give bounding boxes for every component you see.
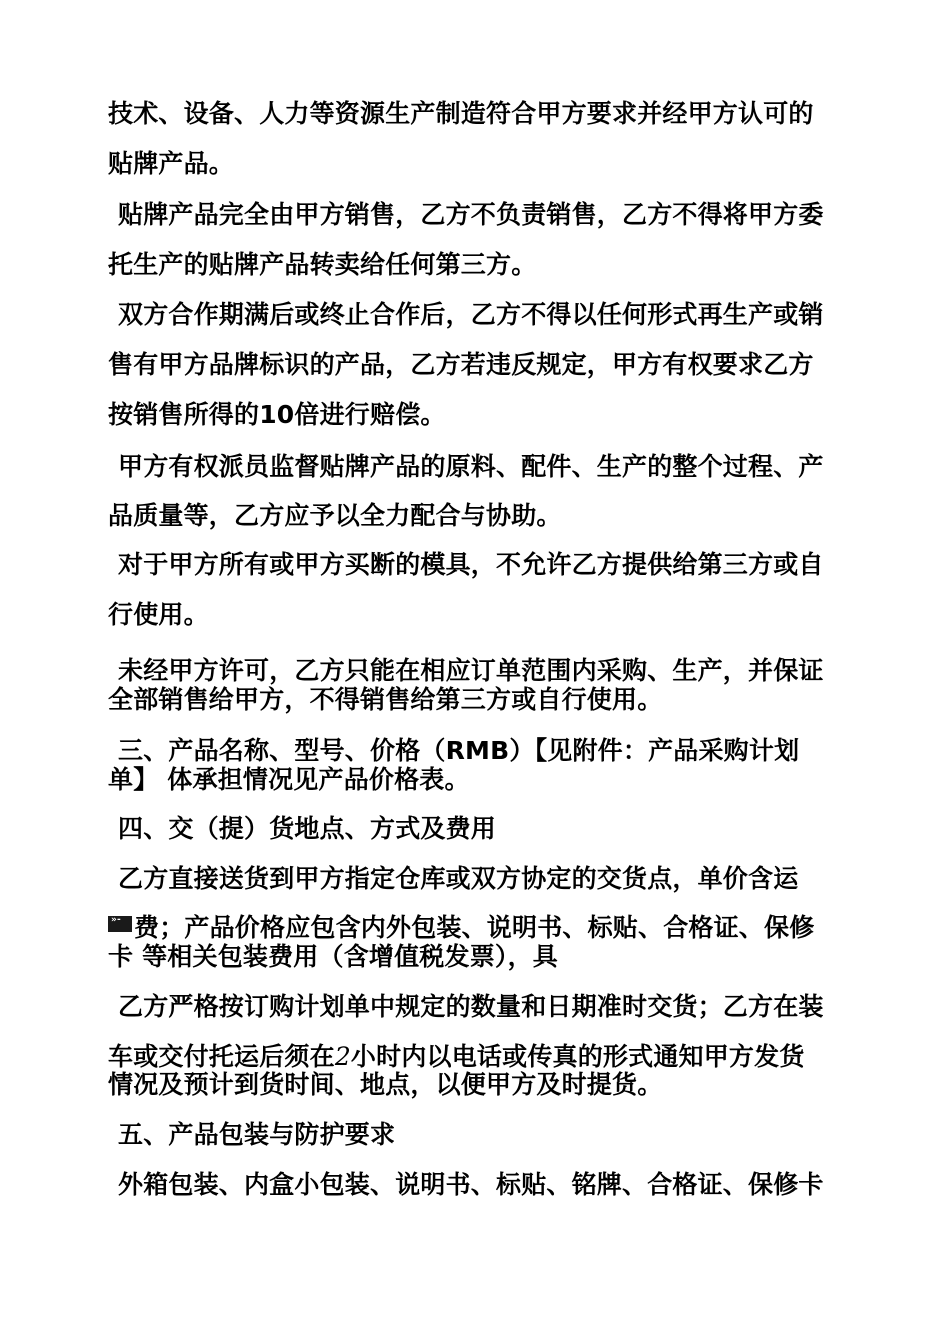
- text-line: 对于甲方所有或甲方买断的模具，不允许乙方提供给第三方或自: [118, 550, 824, 579]
- glyph-marker-icon: [108, 916, 132, 932]
- number-value: 2: [334, 1042, 351, 1071]
- text-line: 外箱包装、内盒小包装、说明书、标贴、铭牌、合格证、保修卡: [118, 1170, 824, 1199]
- text-line: 贴牌产品完全由甲方销售，乙方不负责销售，乙方不得将甲方委: [118, 200, 824, 229]
- text-line: 托生产的贴牌产品转卖给任何第三方。: [108, 250, 537, 279]
- text-line: 单】 体承担情况见产品价格表。: [108, 765, 470, 794]
- text-line: 未经甲方许可，乙方只能在相应订单范围内采购、生产，并保证: [118, 656, 824, 685]
- text-line: 行使用。: [108, 600, 209, 629]
- text-line: 全部销售给甲方，不得销售给第三方或自行使用。: [108, 685, 663, 714]
- text-line: 乙方严格按订购计划单中规定的数量和日期准时交货；乙方在装: [118, 992, 824, 1021]
- text-line: 品质量等，乙方应予以全力配合与协助。: [108, 501, 562, 530]
- text-line: 乙方直接送货到甲方指定仓库或双方协定的交货点，单价含运: [118, 864, 799, 893]
- section-heading: 四、交（提）货地点、方式及费用: [118, 814, 497, 843]
- text-line: 贴牌产品。: [108, 149, 235, 178]
- text-line: 售有甲方品牌标识的产品，乙方若违反规定，甲方有权要求乙方: [108, 350, 814, 379]
- text-line: [108, 912, 814, 944]
- text-line: 双方合作期满后或终止合作后，乙方不得以任何形式再生产或销: [118, 300, 824, 329]
- text-line: 按销售所得的10倍进行赔偿。: [108, 400, 446, 429]
- text-segment: 费；产品价格应包含内外包装、说明书、标贴、合格证、保修: [134, 913, 815, 942]
- section-heading: 三、产品名称、型号、价格（RMB）【见附件：产品采购计划: [118, 736, 800, 765]
- text-line: 甲方有权派员监督贴牌产品的原料、配件、生产的整个过程、产: [118, 452, 824, 481]
- section-heading: 五、产品包装与防护要求: [118, 1120, 396, 1149]
- text-line: 情况及预计到货时间、地点，以便甲方及时提货。: [108, 1070, 663, 1099]
- text-segment: 车或交付托运后须在: [108, 1042, 335, 1071]
- text-line: 技术、设备、人力等资源生产制造符合甲方要求并经甲方认可的: [108, 99, 814, 128]
- text-line: 卡 等相关包装费用（含增值税发票），具: [108, 942, 559, 971]
- text-segment: 小时内以电话或传真的形式通知甲方发货: [350, 1042, 805, 1071]
